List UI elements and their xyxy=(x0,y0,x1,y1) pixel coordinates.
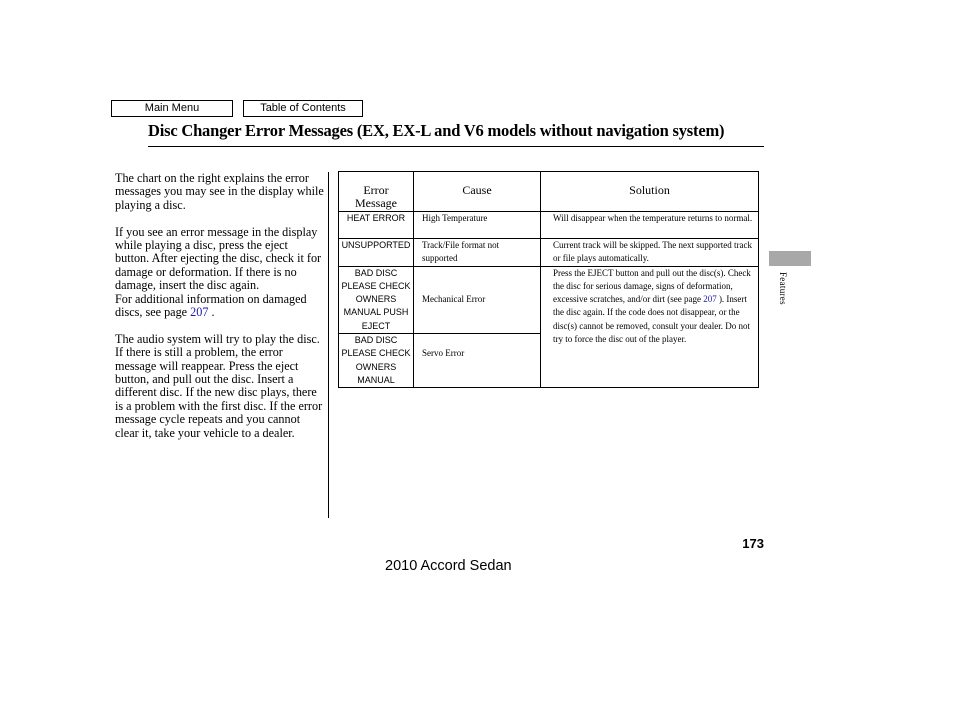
error-message-cell: HEAT ERROR xyxy=(339,212,414,239)
cause-cell: Mechanical Error xyxy=(414,266,541,333)
table-row xyxy=(339,239,759,267)
header-cause: Cause xyxy=(414,172,541,212)
error-message-text: BAD DISC PLEASE CHECK OWNERS MANUAL xyxy=(341,335,411,385)
footer-model-name: 2010 Accord Sedan xyxy=(385,558,512,574)
features-section-label: Features xyxy=(778,272,788,305)
error-message-table xyxy=(338,171,759,388)
solution-cell: Current track will be skipped. The next supported track or file plays automatically. xyxy=(541,239,759,267)
intro-paragraph-3-text: For additional information on damaged discs, see page xyxy=(115,291,307,320)
intro-paragraph-2: If you see an error message in the display while playing a disc, press the eject button. After ejecting the disc, check it for damage or deformation. If there is no damage, insert the disc again. xyxy=(115,224,322,293)
page-title: Disc Changer Error Messages (EX, EX-L and V6 models without navigation system) xyxy=(148,121,725,140)
main-menu-button[interactable]: Main Menu xyxy=(111,100,233,117)
intro-text-column xyxy=(115,172,325,453)
table-row xyxy=(339,266,759,333)
solution-page-207-link[interactable]: 207 xyxy=(703,294,717,305)
intro-paragraph-3-end: . xyxy=(208,305,215,320)
error-message-cell xyxy=(339,334,414,388)
error-message-cell: UNSUPPORTED xyxy=(339,239,414,267)
header-solution: Solution xyxy=(541,172,759,212)
shared-solution-cell xyxy=(541,266,759,388)
column-divider xyxy=(328,172,329,518)
cause-cell: Servo Error xyxy=(414,334,541,388)
error-message-text: BAD DISC PLEASE CHECK OWNERS MANUAL PUSH EJECT xyxy=(341,267,411,331)
table-header-row xyxy=(339,172,759,212)
header-error-message-label: Error Message xyxy=(355,183,397,210)
shared-solution-text-a: Press the EJECT button and pull out the disc(s). Check the disc for serious damage, signs of deformation, excessive scratches, and/or dirt (see page xyxy=(553,267,751,305)
table-of-contents-button[interactable]: Table of Contents xyxy=(243,100,363,117)
cause-cell: Track/File format not supported xyxy=(414,239,541,267)
features-tab-marker xyxy=(769,251,811,266)
title-divider xyxy=(148,146,764,147)
shared-solution-text-b: ). Insert the disc again. If the code does not disappear, or the disc(s) cannot be removed, consult your dealer. Do not try to force the disc out of the player. xyxy=(553,294,750,345)
table-row xyxy=(339,212,759,239)
error-message-cell xyxy=(339,266,414,333)
solution-cell: Will disappear when the temperature returns to normal. xyxy=(541,212,759,239)
header-error-message xyxy=(339,172,414,212)
page-number: 173 xyxy=(742,536,764,551)
cause-cell: High Temperature xyxy=(414,212,541,239)
intro-paragraph-4: The audio system will try to play the disc. If there is still a problem, the error message will reappear. Press the eject button, and pull out the disc. Insert a different disc. If the new disc plays, there is a problem with the first disc. If the error message cycle repeats and you cannot clear it, take your vehicle to a dealer. xyxy=(115,331,323,440)
intro-paragraph-3 xyxy=(115,293,325,320)
page-207-link[interactable]: 207 xyxy=(190,305,209,320)
intro-paragraph-1: The chart on the right explains the error messages you may see in the display while playing a disc. xyxy=(115,171,324,212)
